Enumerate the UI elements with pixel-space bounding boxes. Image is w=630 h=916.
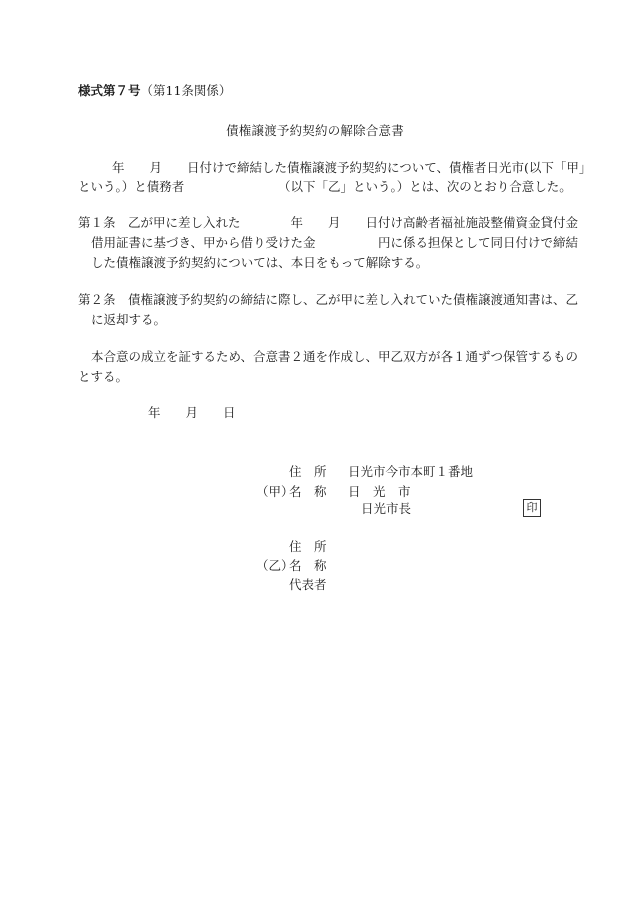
party-a-name-label: 名 称 [289, 484, 327, 499]
article-2-line-2: に返却する。 [91, 312, 167, 327]
article-1-line-2: 借用証書に基づき、甲から借り受けた金 円に係る担保として同日付けで締結 [91, 235, 579, 250]
form-number-label: 様式第７号 [78, 83, 141, 98]
intro-line-1: 年 月 日付けで締結した債権譲渡予約契約について、債権者日光市(以下「甲」 [112, 160, 592, 175]
intro-line-2: という。）と債務者 （以下「乙」という。）とは、次のとおり合意した。 [78, 179, 572, 194]
party-b-representative-label: 代表者 [289, 577, 327, 592]
article-1-line-1: 第１条 乙が甲に差し入れた 年 月 日付け高齢者福祉施設整備資金貸付金 [78, 215, 579, 230]
date-line: 年 月 日 [148, 405, 236, 420]
party-a-representative: 日光市長 [361, 501, 412, 516]
form-number [78, 81, 231, 101]
party-a-role: （甲） [256, 484, 294, 499]
seal-mark: 印 [523, 499, 541, 517]
article-1-line-3: した債権譲渡予約契約については、本日をもって解除する。 [91, 255, 429, 270]
document-title: 債権譲渡予約契約の解除合意書 [226, 123, 404, 138]
closing-line-1: 本合意の成立を証するため、合意書２通を作成し、甲乙双方が各１通ずつ保管するもの [91, 349, 579, 364]
party-a-address-value: 日光市今市本町１番地 [348, 464, 474, 479]
article-2-line-1: 第２条 債権譲渡予約契約の締結に際し、乙が甲に差し入れていた債権譲渡通知書は、乙 [78, 292, 579, 307]
party-b-address-label: 住 所 [289, 539, 327, 554]
party-b-role: （乙） [256, 558, 294, 573]
closing-line-2: とする。 [78, 369, 129, 384]
party-a-address-label: 住 所 [289, 464, 327, 479]
party-b-name-label: 名 称 [289, 558, 327, 573]
party-a-name-value: 日 光 市 [348, 484, 411, 499]
form-relation: （第11条関係） [140, 83, 232, 98]
